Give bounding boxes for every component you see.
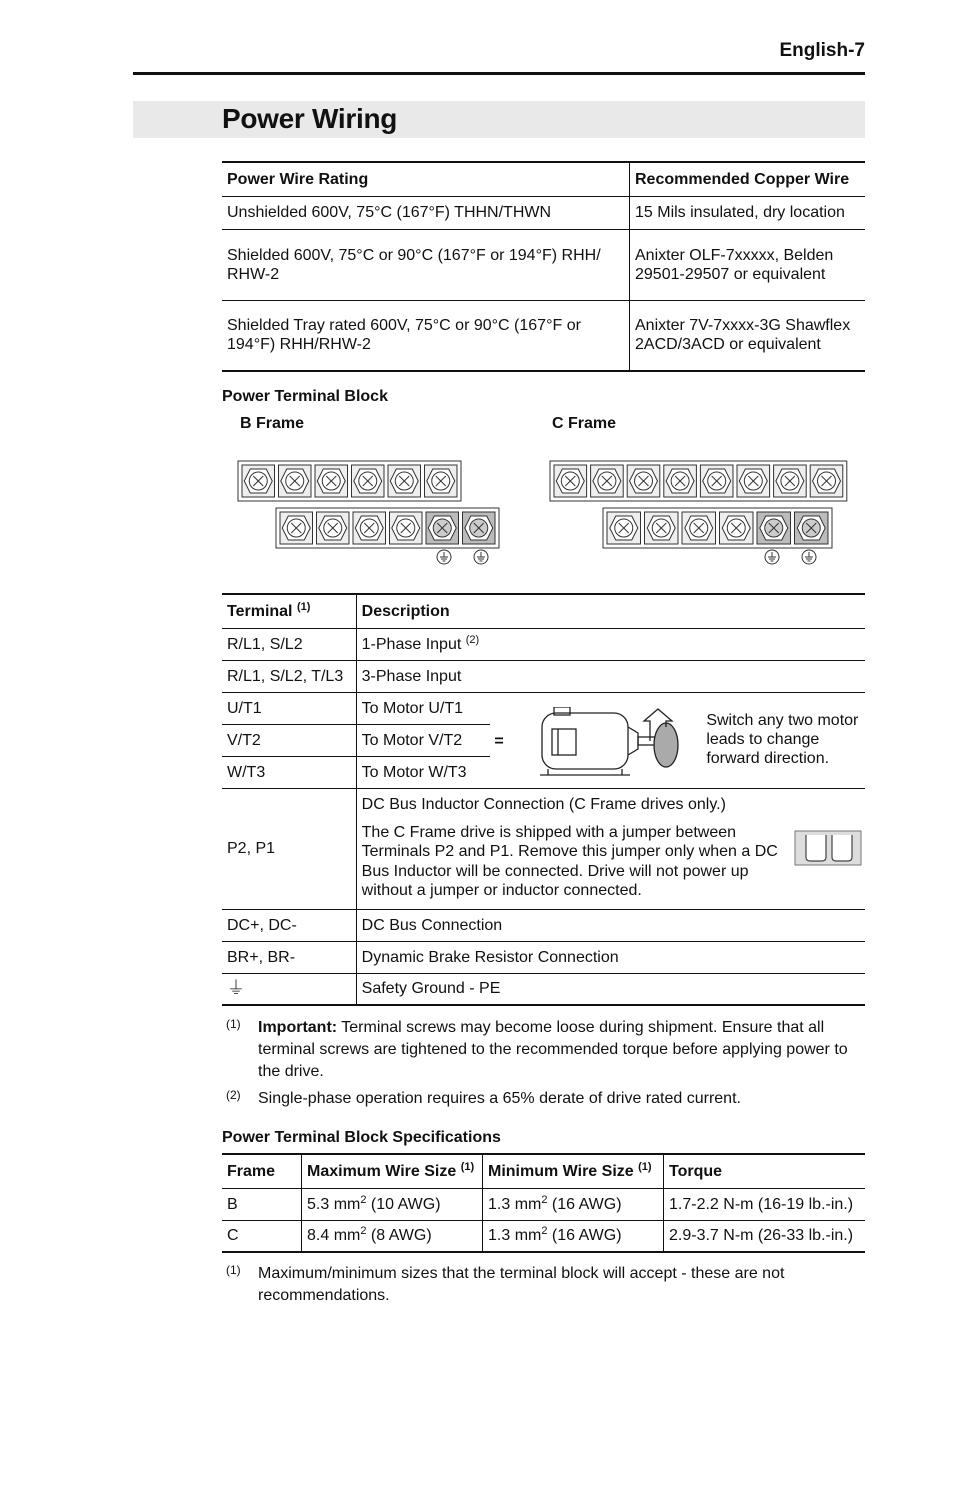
equals-sign: = — [494, 732, 504, 750]
terminal-cell: U/T1 — [222, 692, 356, 724]
spec-table — [222, 1153, 865, 1253]
c-frame-label: C Frame — [552, 415, 617, 432]
frame-header: Frame — [222, 1154, 302, 1188]
ground-icon: ⏚ — [222, 973, 356, 1005]
max-cell: 5.3 $mm^2$ (10 AWG) — [302, 1188, 483, 1220]
terminal-block-diagram — [0, 0, 954, 580]
spec-table-heading: Power Terminal Block Specifications — [222, 1129, 501, 1146]
table-row — [222, 788, 865, 909]
description-cell: DC Bus Connection — [356, 909, 865, 941]
description-cell — [356, 788, 865, 909]
wire-rating-cell: Shielded Tray rated 600V, 75°C or 90°C (167°F or 194°F) RHH/RHW-2 — [222, 300, 630, 371]
table-row — [222, 1188, 865, 1220]
wire-header-copper: Recommended Copper Wire — [630, 162, 866, 196]
table-row — [222, 1220, 865, 1252]
terminal-header: Terminal $^{(1)}$ — [222, 594, 356, 628]
copper-wire-cell: Anixter 7V-7xxxx-3G Shawflex 2ACD/3ACD or equivalent — [630, 300, 866, 371]
terminal-cell: DC+, DC- — [222, 909, 356, 941]
wire-rating-cell: Unshielded 600V, 75°C (167°F) THHN/THWN — [222, 196, 630, 229]
wire-rating-cell: Shielded 600V, 75°C or 90°C (167°F or 194°F) RHH/ RHW-2 — [222, 229, 630, 300]
jumper-note: The C Frame drive is shipped with a jumper between Terminals P2 and P1. Remove this jumper only when a DC Bus Inductor will be connected. Drive will not power up without a jumper or inductor connected. — [361, 823, 778, 899]
description-cell: To Motor W/T3 — [356, 756, 490, 788]
max-cell: 8.4 $mm^2$ (8 AWG) — [302, 1220, 483, 1252]
page-label: English-7 — [779, 40, 865, 61]
description-cell: Safety Ground - PE — [356, 973, 865, 1005]
terminal-cell: V/T2 — [222, 724, 356, 756]
terminal-cell: BR+, BR- — [222, 941, 356, 973]
motor-note: Switch any two motor leads to change forward direction. — [706, 711, 859, 767]
description-cell: 3-Phase Input — [356, 660, 865, 692]
description-cell: Dynamic Brake Resistor Connection — [356, 941, 865, 973]
torque-header: Torque — [664, 1154, 866, 1188]
motor-cell — [490, 692, 865, 788]
dc-bus-title: DC Bus Inductor Connection (C Frame drives only.) — [361, 795, 726, 813]
table-row — [222, 973, 865, 1005]
terminal-cell: R/L1, S/L2 — [222, 628, 356, 660]
torque-cell: 1.7-2.2 N-m (16-19 lb.-in.) — [664, 1188, 866, 1220]
copper-wire-cell: Anixter OLF-7xxxxx, Belden 29501-29507 or equivalent — [630, 229, 866, 300]
terminal-block-heading: Power Terminal Block — [222, 388, 388, 405]
copper-wire-cell: 15 Mils insulated, dry location — [630, 196, 866, 229]
table-row — [222, 660, 865, 692]
motor-icon — [534, 707, 694, 777]
frame-cell: C — [222, 1220, 302, 1252]
table-row — [222, 941, 865, 973]
wire-header-rating: Power Wire Rating — [222, 162, 630, 196]
frame-cell: B — [222, 1188, 302, 1220]
table-row — [222, 692, 865, 724]
min-cell: 1.3 $mm^2$ (16 AWG) — [483, 1188, 664, 1220]
torque-cell: 2.9-3.7 N-m (26-33 lb.-in.) — [664, 1220, 866, 1252]
max-header: Maximum Wire Size $^{(1)}$ — [302, 1154, 483, 1188]
terminal-cell: R/L1, S/L2, T/L3 — [222, 660, 356, 692]
table-row — [222, 909, 865, 941]
description-header: Description — [356, 594, 865, 628]
description-cell: 1-Phase Input $^{(2)}$ — [356, 628, 865, 660]
terminal-table — [222, 593, 865, 1006]
terminal-cell: P2, P1 — [222, 788, 356, 909]
jumper-icon — [794, 829, 862, 867]
description-cell: To Motor V/T2 — [356, 724, 490, 756]
min-cell: 1.3 $mm^2$ (16 AWG) — [483, 1220, 664, 1252]
table-row — [222, 628, 865, 660]
min-header: Minimum Wire Size $^{(1)}$ — [483, 1154, 664, 1188]
b-frame-label: B Frame — [240, 415, 305, 432]
page-title: Power Wiring — [222, 103, 398, 134]
description-cell: To Motor U/T1 — [356, 692, 490, 724]
terminal-cell: W/T3 — [222, 756, 356, 788]
